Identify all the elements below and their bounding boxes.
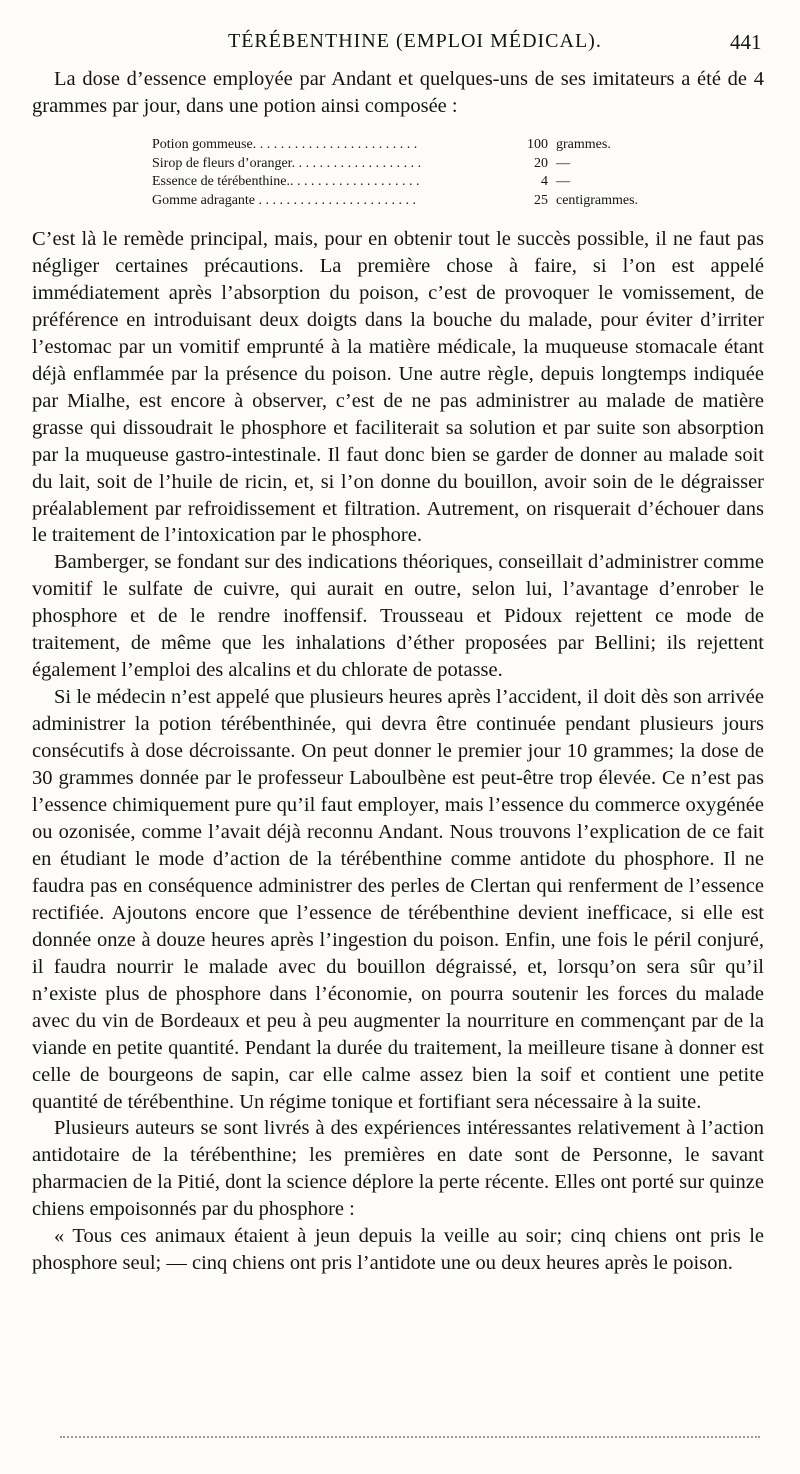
recipe-row (152, 173, 672, 192)
intro-paragraph: La dose d’essence employée par Andant et quelques-uns de ses imitateurs a été de 4 grammes par jour, dans une potion ainsi composée : (32, 68, 764, 117)
paragraph-experiments: Plusieurs auteurs se sont livrés à des expériences intéressantes relativement à l’action antidotaire de la térébenthine; les premières en date sont de Personne, le savant pharmacien de la Pitié, dont la science déplore la perte récente. Elles ont porté sur quinze chiens empoisonnés par du phosphore : (32, 1117, 764, 1221)
ingredient-quantity: 100 (527, 137, 548, 152)
ingredient-quantity: 20 (534, 155, 548, 171)
footer-rule (60, 1436, 760, 1438)
ingredient-unit: grammes. (556, 137, 611, 152)
recipe-row (152, 136, 672, 155)
ingredient-unit: centigrammes. (556, 192, 639, 208)
body-text (32, 226, 764, 1277)
paragraph-quotation: « Tous ces animaux étaient à jeun depuis la veille au soir; cinq chiens ont pris le phosphore seul; — cinq chiens ont pris l’antidote une ou deux heures après le poison. (32, 1225, 764, 1275)
paragraph-bamberger: Bamberger, se fondant sur des indications théoriques, conseillait d’administrer comme vomitif le sulfate de cuivre, qui aurait en outre, selon lui, l’avantage d’enrober le phosphore et de le rendre inoffensif. Trousseau et Pidoux rejettent ce mode de traitement, de même que les inhalations d’éther proposées par Bellini; ils rejettent également l’emploi des alcalins et du chlorate de potasse. (32, 551, 764, 682)
paragraph-precautions: C’est là le remède principal, mais, pour en obtenir tout le succès possible, il ne faut pas négliger certaines précautions. La première chose à faire, si l’on est appelé immédiatement après l’absorption du poison, c’est de provoquer le vomissement, de préférence en introduisant deux doigts dans la bouche du malade, pour éviter d’irriter l’estomac par un vomitif emprunté à la matière médicale, la muqueuse stomacale étant déjà enflammée par la présence du poison. Une autre règle, depuis longtemps indiquée par Mialhe, est encore à observer, c’est de ne pas administrer au malade de matière grasse qui dissoudrait le phosphore et faciliterait sa solution et par suite son absorption par la muqueuse gastro-intestinale. Il faut donc bien se garder de donner au malade soit du lait, soit de l’huile de ricin, et, si l’on donne du bouillon, avoir soin de le dégraisser préalablement par refroidissement et filtration. Autrement, on risquerait d’échouer dans le traitement de l’intoxication par le phosphore. (32, 228, 764, 547)
ingredient-quantity: 25 (534, 192, 548, 208)
ingredient-unit: — (556, 174, 570, 189)
recipe-row (152, 192, 672, 211)
ingredient-quantity: 4 (541, 174, 548, 189)
recipe-row (152, 155, 672, 174)
recipe-table (152, 136, 672, 210)
ingredient-name: Potion gommeuse. . . . . . . . . . . . . . . . . . . . . . . . (152, 137, 418, 152)
running-header (0, 30, 800, 60)
ingredient-name: Sirop de fleurs d’oranger. . . . . . . . . . . . . . . . . . . (152, 155, 422, 171)
paragraph-treatment: Si le médecin n’est appelé que plusieurs heures après l’accident, il doit dès son arrivée administrer la potion térébenthinée, qui devra être continuée pendant plusieurs jours consécutifs à dose décroissante. On peut donner le premier jour 10 grammes; la dose de 30 grammes donnée par le professeur Laboulbène est peut-être trop élevée. Ce n’est pas l’essence chimiquement pure qu’il faut employer, mais l’essence du commerce oxygénée ou ozonisée, comme l’avait déjà reconnu Andant. Nous trouvons l’explication de ce fait en étudiant le mode d’action de la térébenthine comme antidote du phosphore. Il ne faudra pas en conséquence administrer des perles de Clertan qui renferment de l’essence rectifiée. Ajoutons encore que l’essence de térébenthine devient inefficace, si elle est donnée onze à douze heures après l’ingestion du poison. Enfin, une fois le péril conjuré, il faudra nourrir le malade avec du bouillon dégraissé, et, lorsqu’on sera sûr qu’il n’existe plus de phosphore dans l’économie, on pourra soutenir les forces du malade avec du vin de Bordeaux et peu à peu augmenter la nourriture en commençant par de la viande en petite quantité. Pendant la durée du traitement, la meilleure tisane à donner est celle de bourgeons de sapin, car elle calme assez bien la soif et contient une petite quantité de térébenthine. Un régime tonique et fortifiant sera nécessaire à la suite. (32, 686, 764, 1113)
page-number: 441 (730, 30, 762, 54)
ingredient-name: Essence de térébenthine.. . . . . . . . . . . . . . . . . . . (152, 174, 420, 189)
ingredient-name: Gomme adragante . . . . . . . . . . . . . . . . . . . . . . . (152, 192, 417, 208)
running-title: TÉRÉBENTHINE (EMPLOI MÉDICAL). (228, 30, 602, 52)
ingredient-unit: — (556, 155, 570, 171)
